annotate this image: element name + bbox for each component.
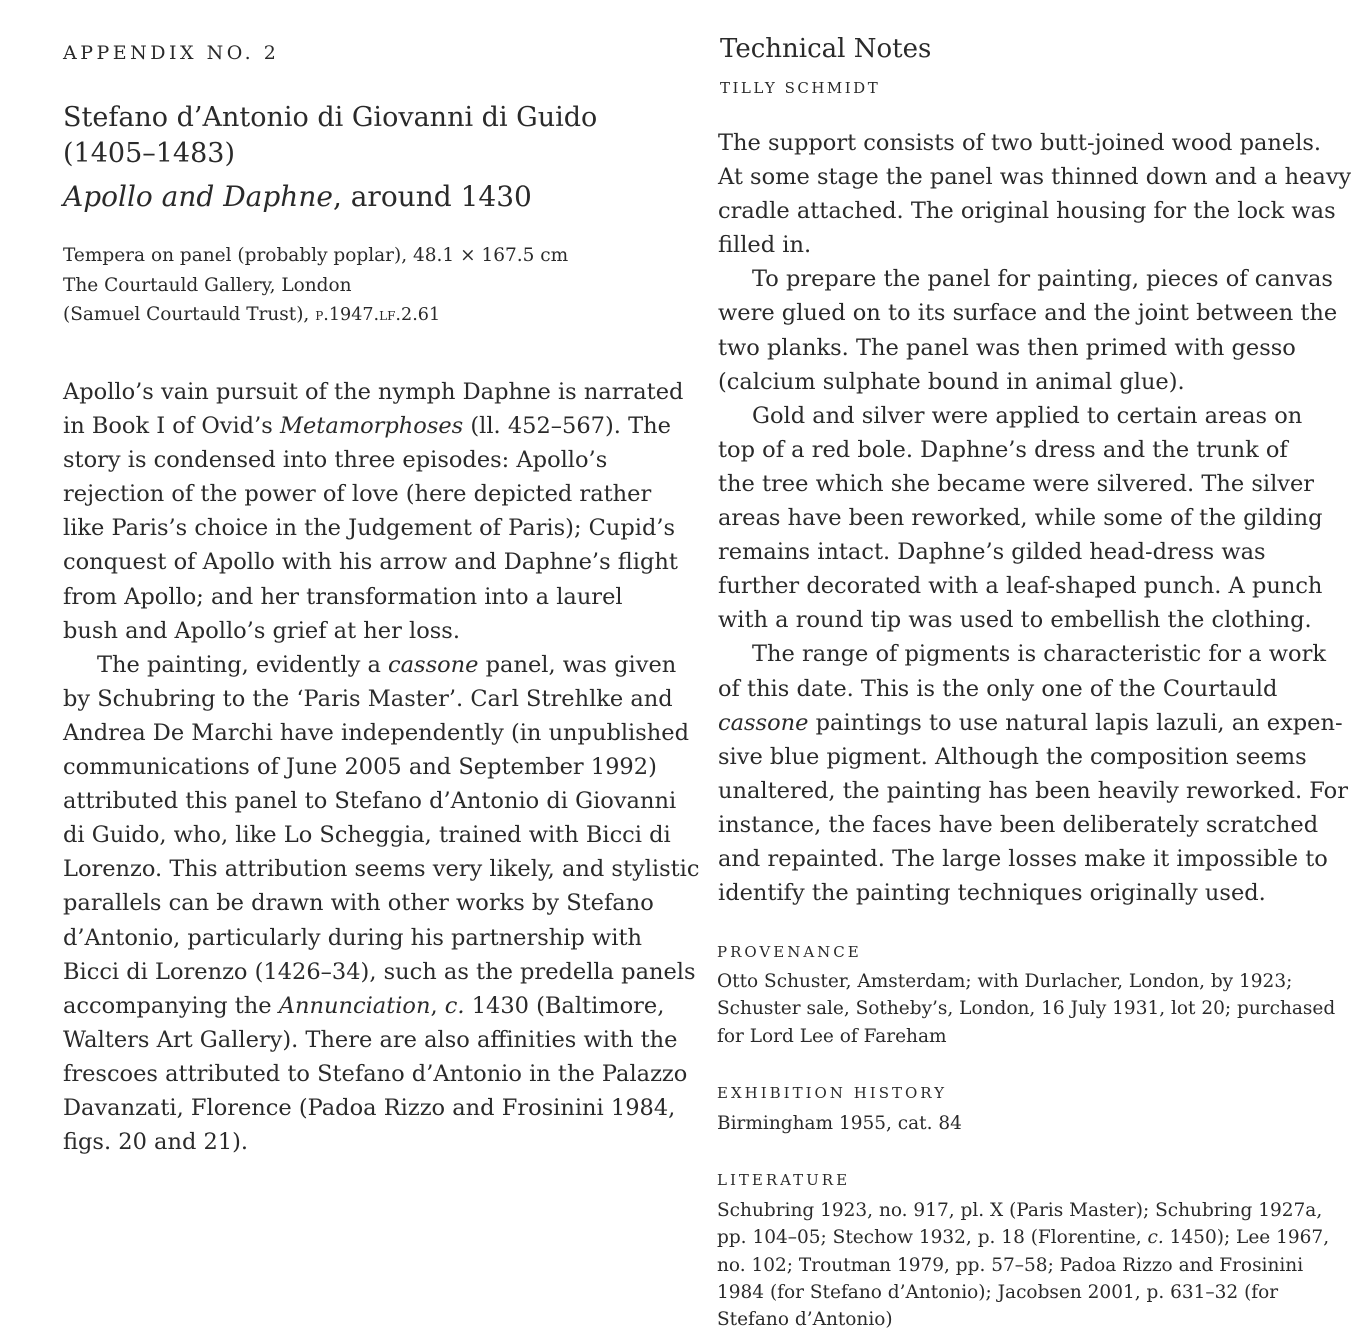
- provenance-label: PROVENANCE: [717, 943, 862, 961]
- work-title-italic: Apollo and Daphne: [63, 180, 333, 213]
- essay-line: rejection of the power of love (here depicted rather: [63, 481, 652, 508]
- details-trust: [63, 300, 663, 331]
- tech-line: The support consists of two butt-joined wood panels.: [718, 130, 1322, 156]
- tech-line: of this date. This is the only one of the Courtauld: [718, 675, 1278, 702]
- work-title: [63, 178, 663, 216]
- essay-line: from Apollo; and her transformation into a laurel: [63, 583, 623, 610]
- appendix-label: APPENDIX NO. 2: [63, 42, 280, 64]
- tech-line: The range of pigments is characteristic for a work: [752, 641, 1326, 668]
- tech-line: (calcium sulphate bound in animal glue).: [718, 368, 1185, 395]
- exhibition-history-text: [717, 1110, 1317, 1137]
- details-trust-text: (Samuel Courtauld Trust),: [63, 304, 316, 325]
- essay-line: in Book I of Ovid’s Metamorphoses (ll. 452–567). The: [63, 413, 671, 440]
- technical-notes-text: [718, 126, 1351, 910]
- details-accession: p.1947.lf.2.61: [315, 305, 441, 325]
- tech-line: with a round tip was used to embellish the clothing.: [718, 607, 1312, 634]
- essay-line: Walters Art Gallery). There are also affinities with the: [63, 1026, 678, 1053]
- essay-line: di Guido, who, like Lo Scheggia, trained with Bicci di: [63, 822, 671, 849]
- literature-label: LITERATURE: [717, 1171, 851, 1189]
- tech-line: top of a red bole. Daphne’s dress and the trunk of: [718, 436, 1288, 463]
- tech-line: the tree which she became were silvered. The silver: [718, 470, 1315, 497]
- essay-line: Apollo’s vain pursuit of the nymph Daphne is narrated: [63, 379, 684, 405]
- literature-text: [717, 1197, 1330, 1333]
- tech-line: further decorated with a leaf-shaped punch. A punch: [718, 573, 1323, 600]
- exhibition-line: Birmingham 1955, cat. 84: [717, 1113, 962, 1134]
- tech-line: identify the painting techniques originally used.: [718, 880, 1266, 907]
- tech-line: sive blue pigment. Although the composition seems: [718, 743, 1307, 770]
- essay-line: bush and Apollo’s grief at her loss.: [63, 617, 460, 644]
- tech-line: At some stage the panel was thinned down and a heavy: [718, 164, 1351, 191]
- essay-line: frescoes attributed to Stefano d’Antonio in the Palazzo: [63, 1060, 688, 1087]
- tech-line: two planks. The panel was then primed with gesso: [718, 334, 1296, 361]
- work-title-date: , around 1430: [332, 180, 532, 213]
- technical-notes-author: TILLY SCHMIDT: [720, 79, 881, 97]
- provenance-line: Otto Schuster, Amsterdam; with Durlacher, London, by 1923;: [717, 971, 1293, 992]
- essay-line: by Schubring to the ‘Paris Master’. Carl Strehlke and: [63, 685, 673, 712]
- tech-line: unaltered, the painting has been heavily reworked. For: [718, 777, 1348, 804]
- provenance-line: for Lord Lee of Fareham: [717, 1025, 947, 1047]
- literature-line: Stefano d’Antonio): [717, 1309, 893, 1331]
- essay-line: attributed this panel to Stefano d’Antonio di Giovanni: [63, 788, 677, 815]
- essay-line: communications of June 2005 and September 1992): [63, 754, 657, 781]
- technical-notes-title: Technical Notes: [720, 34, 932, 64]
- tech-line: and repainted. The large losses make it impossible to: [718, 845, 1328, 872]
- tech-line: areas have been reworked, while some of the gilding: [718, 505, 1323, 532]
- essay-line: figs. 20 and 21).: [63, 1129, 249, 1156]
- exhibition-history-label: EXHIBITION HISTORY: [717, 1084, 948, 1102]
- tech-line: To prepare the panel for painting, pieces of canvas: [752, 266, 1333, 293]
- essay-line: conquest of Apollo with his arrow and Daphne’s flight: [63, 549, 678, 576]
- essay-line: parallels can be drawn with other works by Stefano: [63, 890, 654, 917]
- essay-line: d’Antonio, particularly during his partnership with: [63, 924, 642, 951]
- essay-line: like Paris’s choice in the Judgement of Paris); Cupid’s: [63, 515, 676, 542]
- essay-line: Lorenzo. This attribution seems very likely, and stylistic: [63, 856, 700, 883]
- essay-line: accompanying the Annunciation, c. 1430 (Baltimore,: [63, 992, 665, 1019]
- provenance-text: [717, 968, 1336, 1050]
- tech-line: instance, the faces have been deliberately scratched: [718, 811, 1319, 838]
- essay-text: [63, 375, 700, 1159]
- literature-line: Schubring 1923, no. 917, pl. X (Paris Master); Schubring 1927a,: [717, 1200, 1323, 1221]
- tech-line: were glued on to its surface and the joint between the: [718, 300, 1338, 327]
- tech-line: cradle attached. The original housing for the lock was: [718, 198, 1336, 225]
- details-medium: Tempera on panel (probably poplar), 48.1 × 167.5 cm: [63, 245, 569, 266]
- artist-name-line: Stefano d’Antonio di Giovanni di Guido: [63, 102, 598, 133]
- literature-line: no. 102; Troutman 1979, pp. 57–58; Padoa Rizzo and Frosinini: [717, 1254, 1304, 1276]
- essay-line: Bicci di Lorenzo (1426–34), such as the predella panels: [63, 958, 696, 985]
- essay-line: The painting, evidently a cassone panel, was given: [97, 651, 677, 678]
- essay-line: story is condensed into three episodes: Apollo’s: [63, 447, 608, 474]
- tech-line: filled in.: [718, 232, 812, 259]
- artist-dates: (1405–1483): [63, 138, 235, 169]
- tech-line: remains intact. Daphne’s gilded head-dress was: [718, 539, 1266, 566]
- details-collection: The Courtauld Gallery, London: [63, 274, 352, 296]
- literature-line: 1984 (for Stefano d’Antonio); Jacobsen 2001, p. 631–32 (for: [717, 1281, 1279, 1303]
- literature-line: pp. 104–05; Stechow 1932, p. 18 (Florentine, c. 1450); Lee 1967,: [717, 1227, 1330, 1249]
- tech-line: Gold and silver were applied to certain areas on: [752, 402, 1303, 429]
- tech-line: cassone paintings to use natural lapis lazuli, an expen-: [718, 709, 1343, 736]
- essay-line: Davanzati, Florence (Padoa Rizzo and Frosinini 1984,: [63, 1094, 676, 1121]
- artist-name: [63, 100, 663, 172]
- provenance-line: Schuster sale, Sotheby’s, London, 16 July 1931, lot 20; purchased: [717, 998, 1336, 1020]
- essay-line: Andrea De Marchi have independently (in unpublished: [63, 719, 689, 746]
- artwork-details: [63, 241, 663, 331]
